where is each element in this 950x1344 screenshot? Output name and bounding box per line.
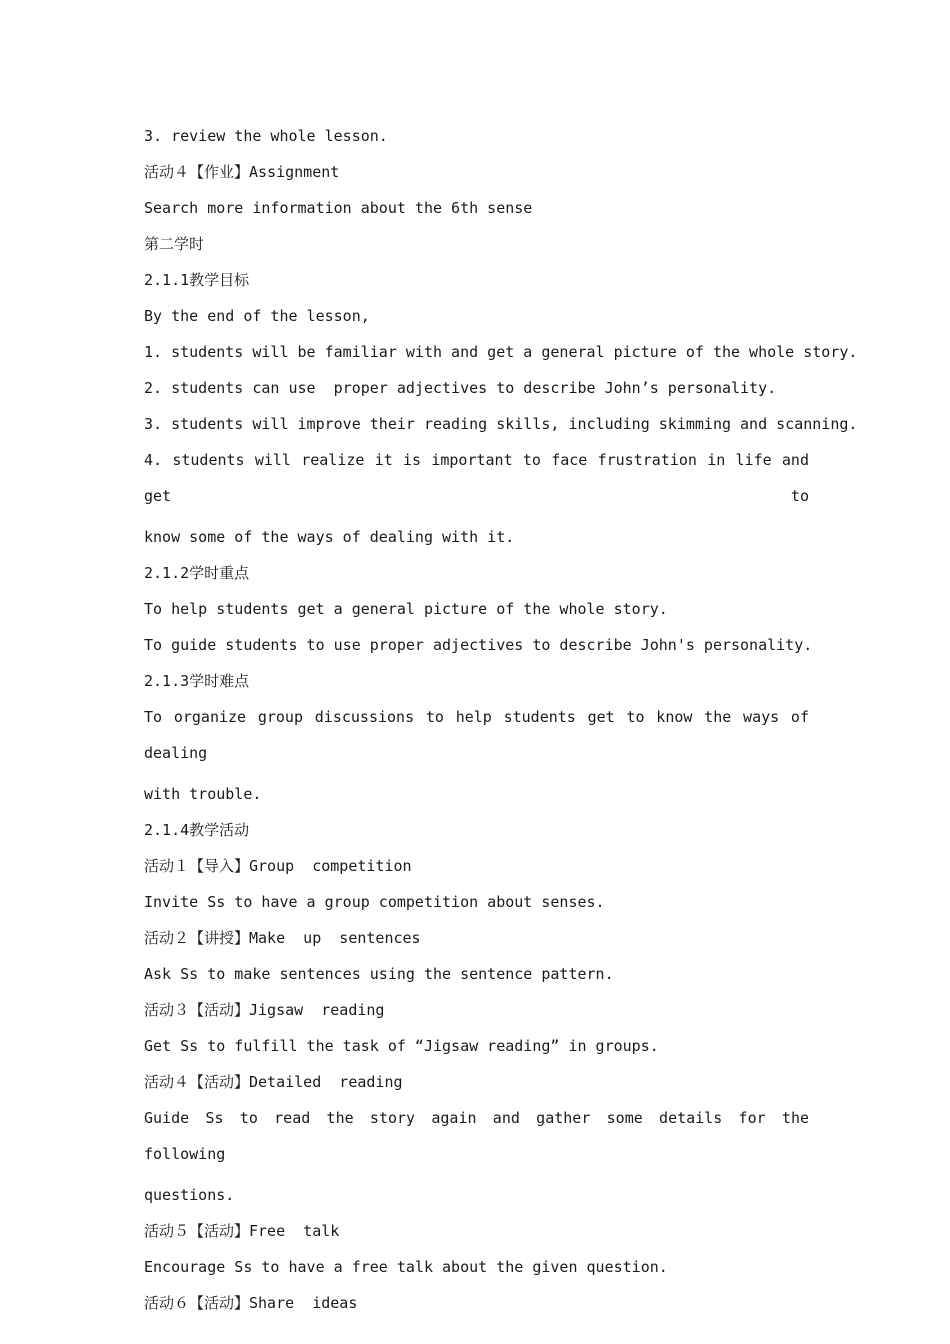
activity-3-heading: 活动３【活动】Jigsaw reading xyxy=(144,1001,385,1019)
second-period-heading: 第二学时 xyxy=(144,235,205,253)
activity-5-text: Encourage Ss to have a free talk about the given question. xyxy=(144,1258,668,1276)
activity-4-heading: 活动４【活动】Detailed reading xyxy=(144,1073,403,1091)
objective-item-1: 1. students will be familiar with and get a general picture of the whole story. xyxy=(144,343,858,361)
assignment-text: Search more information about the 6th sense xyxy=(144,199,533,217)
activity-1-heading: 活动１【导入】Group competition xyxy=(144,857,412,875)
difficult-points-heading: 2.1.3学时难点 xyxy=(144,672,250,690)
objective-item-3: 3. students will improve their reading skills, including skimming and scanning. xyxy=(144,415,858,433)
activity-4-text-line-2: questions. xyxy=(144,1186,235,1204)
objective-item-2: 2. students can use proper adjectives to describe John’s personality. xyxy=(144,379,777,397)
key-point-1: To help students get a general picture of the whole story. xyxy=(144,600,668,618)
objectives-intro: By the end of the lesson, xyxy=(144,307,370,325)
activity-3-text: Get Ss to fulfill the task of “Jigsaw reading” in groups. xyxy=(144,1037,659,1055)
objective-item-3-review: 3. review the whole lesson. xyxy=(144,127,388,145)
activity-4-assignment-heading: 活动４【作业】Assignment xyxy=(144,163,340,181)
difficult-point-line-1: To organize group discussions to help students get to know the ways of dealing xyxy=(144,708,809,762)
document-page xyxy=(144,118,858,1321)
activity-5-heading: 活动５【活动】Free talk xyxy=(144,1222,340,1240)
teaching-objectives-heading: 2.1.1教学目标 xyxy=(144,271,250,289)
activity-6-heading: 活动６【活动】Share ideas xyxy=(144,1294,358,1312)
teaching-activities-heading: 2.1.4教学活动 xyxy=(144,821,250,839)
key-points-heading: 2.1.2学时重点 xyxy=(144,564,250,582)
activity-4-text-line-1: Guide Ss to read the story again and gather some details for the following xyxy=(144,1109,809,1163)
objective-item-4-line-1: 4. students will realize it is important to face frustration in life and get to xyxy=(144,451,809,505)
difficult-point-line-2: with trouble. xyxy=(144,785,262,803)
activity-2-text: Ask Ss to make sentences using the sentence pattern. xyxy=(144,965,614,983)
objective-item-4-line-2: know some of the ways of dealing with it. xyxy=(144,528,515,546)
activity-2-heading: 活动２【讲授】Make up sentences xyxy=(144,929,421,947)
key-point-2: To guide students to use proper adjectives to describe John's personality. xyxy=(144,636,813,654)
activity-1-text: Invite Ss to have a group competition about senses. xyxy=(144,893,605,911)
